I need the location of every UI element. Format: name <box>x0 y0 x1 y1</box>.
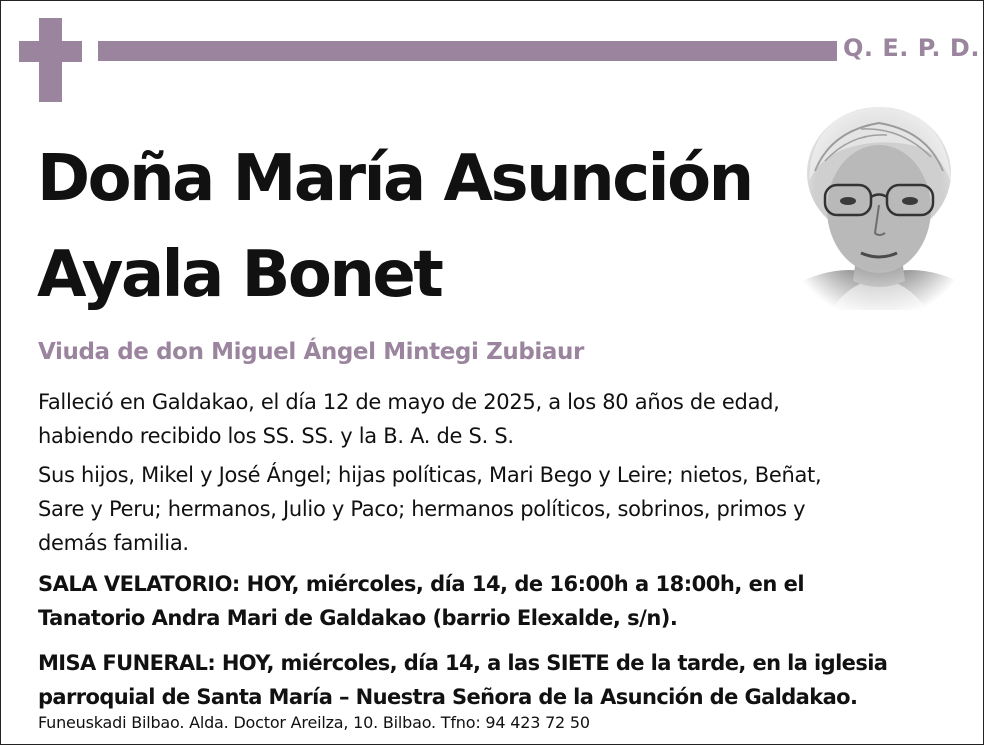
name-line-2: Ayala Bonet <box>37 238 442 312</box>
portrait-illustration <box>791 101 967 310</box>
funeral-paragraph <box>38 646 887 714</box>
wake-line: Tanatorio Andra Mari de Galdakao (barrio Elexalde, s/n). <box>38 606 678 630</box>
wake-paragraph <box>38 567 804 635</box>
wake-line: SALA VELATORIO: HOY, miércoles, día 14, de 16:00h a 18:00h, en el <box>38 572 805 596</box>
funeral-line: MISA FUNERAL: HOY, miércoles, día 14, a las SIETE de la tarde, en la iglesia <box>38 651 888 675</box>
deceased-name <box>37 131 797 323</box>
family-paragraph <box>38 458 821 560</box>
death-notice-line: habiendo recibido los SS. SS. y la B. A. de S. S. <box>38 424 514 448</box>
family-line: Sus hijos, Mikel y José Ángel; hijas políticas, Mari Bego y Leire; nietos, Beñat, <box>38 463 822 487</box>
name-line-1: Doña María Asunción <box>37 142 752 216</box>
family-line: Sare y Peru; hermanos, Julio y Paco; hermanos políticos, sobrinos, primos y <box>38 497 806 521</box>
funeral-home-footer: Funeuskadi Bilbao. Alda. Doctor Areilza, 10. Bilbao. Tfno: 94 423 72 50 <box>38 713 590 732</box>
death-notice-line: Falleció en Galdakao, el día 12 de mayo de 2025, a los 80 años de edad, <box>38 390 780 414</box>
death-notice-paragraph <box>38 385 780 453</box>
widow-of-subtitle: Viuda de don Miguel Ángel Mintegi Zubiaur <box>38 339 584 365</box>
header-rule <box>98 41 837 61</box>
cross-horizontal-bar <box>19 41 82 62</box>
funeral-line: parroquial de Santa María – Nuestra Señora de la Asunción de Galdakao. <box>38 685 858 709</box>
qepd-label: Q. E. P. D. <box>843 34 980 62</box>
family-line: demás familia. <box>38 531 189 555</box>
portrait-photo <box>791 101 967 310</box>
